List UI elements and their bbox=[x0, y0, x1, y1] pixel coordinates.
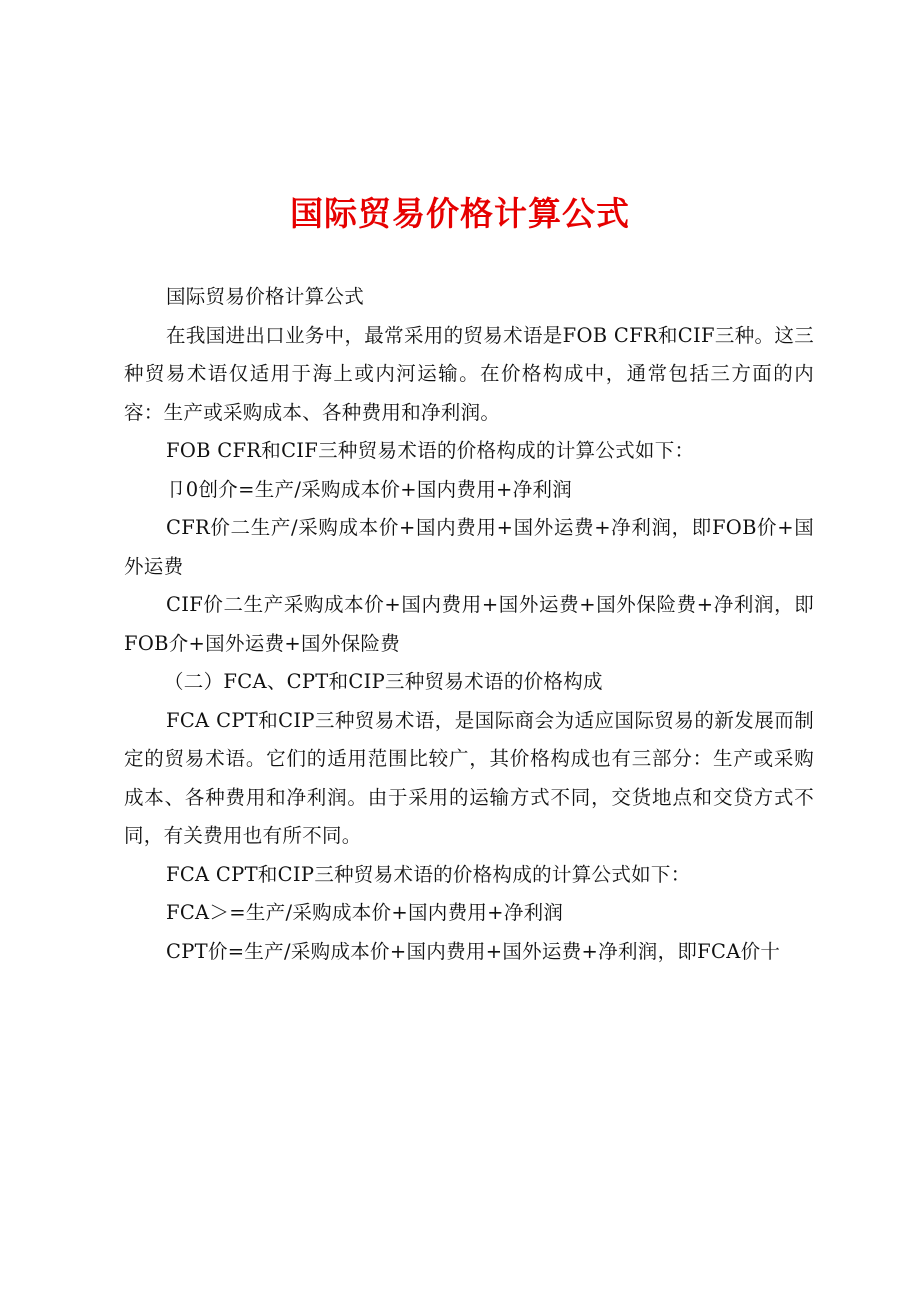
section-heading-fca-cpt-cip: （二）FCA、CPT和CIP三种贸易术语的价格构成 bbox=[164, 670, 603, 693]
paragraph-cfr-formula: CFR价二生产/采购成本价+国内费用+国外运费+净利润，即FOB价+国外运费 bbox=[124, 516, 814, 578]
paragraph-heading-repeat: 国际贸易价格计算公式 bbox=[166, 285, 365, 308]
document-body bbox=[124, 278, 814, 971]
paragraph-fob-formula: 卩0创介=生产/采购成本价+国内费用+净利润 bbox=[166, 477, 573, 501]
paragraph-fca-formula-intro: FCA CPT和CIP三种贸易术语的价格构成的计算公式如下： bbox=[166, 862, 691, 886]
paragraph-cif-formula: CIF价二生产采购成本价+国内费用+国外运费+国外保险费+净利润，即FOB介+国外运费+国外保险费 bbox=[124, 593, 814, 655]
paragraph-fca-intro: FCA CPT和CIP三种贸易术语，是国际商会为适应国际贸易的新发展而制定的贸易术语。它们的适用范围比较广，其价格构成也有三部分：生产或采购成本、各种费用和净利润。由于采用的运输方式不同，交货地点和交贷方式不同，有关费用也有所不同。 bbox=[124, 708, 814, 847]
paragraph-fca-formula: FCA＞=生产/采购成本价+国内费用+净利润 bbox=[166, 901, 564, 924]
paragraph-cpt-formula: CPT价=生产/采购成本价+国内费用+国外运费+净利润，即FCA价十 bbox=[166, 939, 781, 963]
paragraph-intro: 在我国进出口业务中，最常采用的贸易术语是FOB CFR和CIF三种。这三种贸易术语仅适用于海上或内河运输。在价格构成中，通常包括三方面的内容：生产或采购成本、各种费用和净利润。 bbox=[124, 323, 814, 424]
paragraph-fob-formula-intro: FOB CFR和CIF三种贸易术语的价格构成的计算公式如下： bbox=[166, 439, 695, 462]
document-title: 国际贸易价格计算公式 bbox=[290, 194, 630, 233]
